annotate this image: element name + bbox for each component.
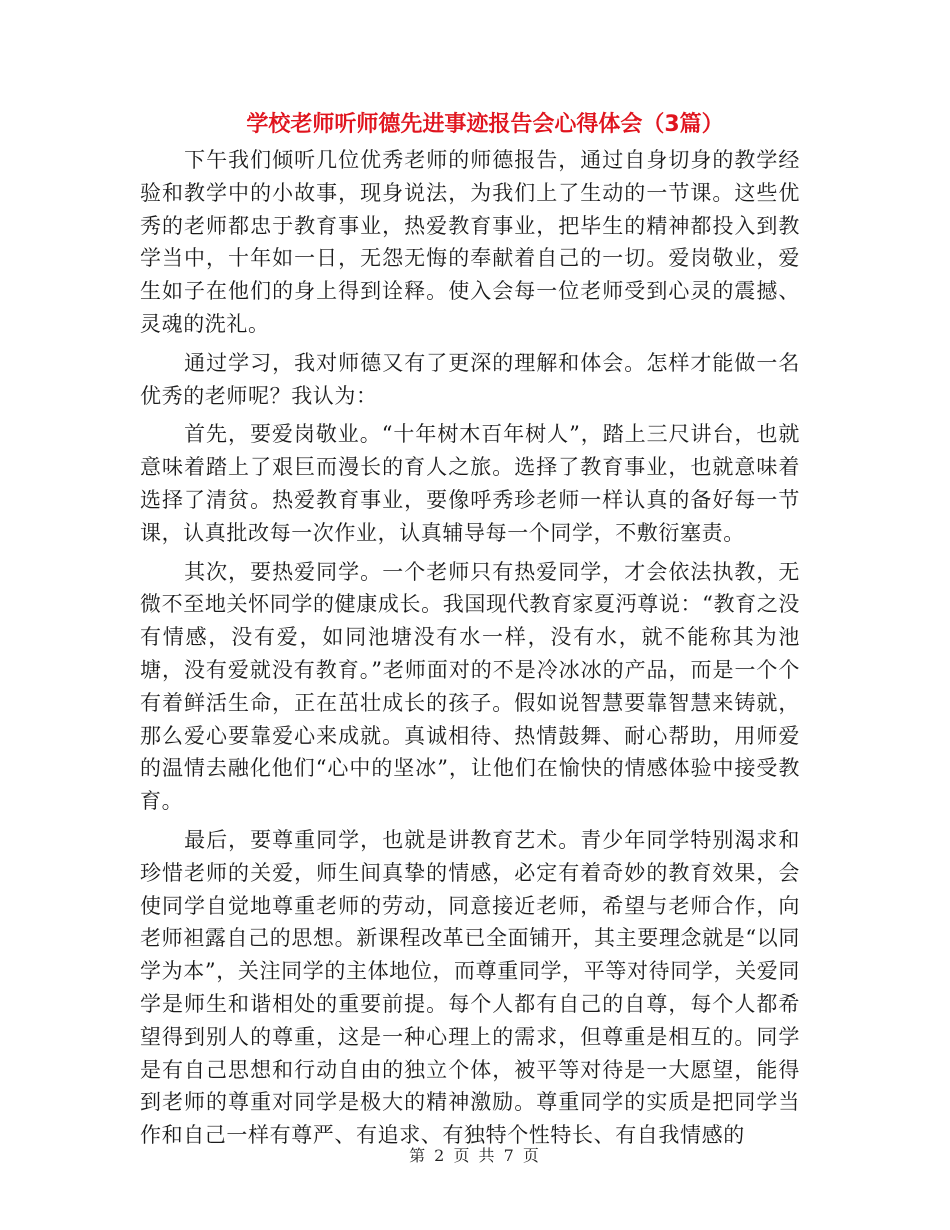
footer-total-pages: 7 (503, 1146, 516, 1165)
paragraph-4: 其次，要热爱同学。一个老师只有热爱同学，才会依法执教，无微不至地关怀同学的健康成长。我国现代教育家夏沔尊说：“教育之没有情感，没有爱，如同池塘没有水一样，没有水，就不能称其为池塘，没有爱就没有教育。”老师面对的不是冷冰冰的产品，而是一个个有着鲜活生命，正在茁壮成长的孩子。假如说智慧要靠智慧来铸就，那么爱心要靠爱心来成就。真诚相待、热情鼓舞、耐心帮助，用师爱的温情去融化他们“心中的坚冰”，让他们在愉快的情感体验中接受教育。 (140, 559, 800, 814)
paragraph-3: 首先，要爱岗敬业。“十年树木百年树人”，踏上三尺讲台，也就意味着踏上了艰巨而漫长的育人之旅。选择了教育事业，也就意味着选择了清贫。热爱教育事业，要像呼秀珍老师一样认真的备好每一节课，认真批改每一次作业，认真辅导每一个同学，不敷衍塞责。 (140, 422, 800, 545)
footer-prefix: 第 (409, 1146, 428, 1165)
footer-middle: 页 共 (453, 1146, 497, 1165)
paragraph-2: 通过学习，我对师德又有了更深的理解和体会。怎样才能做一名优秀的老师呢？我认为： (140, 350, 800, 408)
footer-current-page: 2 (434, 1146, 447, 1165)
paragraph-5: 最后，要尊重同学，也就是讲教育艺术。青少年同学特别渴求和珍惜老师的关爱，师生间真挚的情感，必定有着奇妙的教育效果，会使同学自觉地尊重老师的劳动，同意接近老师，希望与老师合作，向老师袒露自己的思想。新课程改革已全面铺开，其主要理念就是“以同学为本”，关注同学的主体地位，而尊重同学，平等对待同学，关爱同学是师生和谐相处的重要前提。每个人都有自己的自尊，每个人都希望得到别人的尊重，这是一种心理上的需求，但尊重是相互的。同学是有自己思想和行动自由的独立个体，被平等对待是一大愿望，能得到老师的尊重对同学是极大的精神激励。尊重同学的实质是把同学当作和自己一样有尊严、有追求、有独特个性特长、有自我情感的 (140, 827, 800, 1148)
document-title: 学校老师听师德先进事迹报告会心得体会（3篇） (246, 112, 724, 137)
footer-suffix: 页 (522, 1146, 541, 1165)
document-body (140, 144, 800, 1158)
page-footer (0, 1144, 950, 1168)
paragraph-1: 下午我们倾听几位优秀老师的师德报告，通过自身切身的教学经验和教学中的小故事，现身说法，为我们上了生动的一节课。这些优秀的老师都忠于教育事业，热爱教育事业，把毕生的精神都投入到教学当中，十年如一日，无怨无悔的奉献着自己的一切。爱岗敬业，爱生如子在他们的身上得到诠释。使入会每一位老师受到心灵的震撼、灵魂的洗礼。 (140, 148, 800, 336)
